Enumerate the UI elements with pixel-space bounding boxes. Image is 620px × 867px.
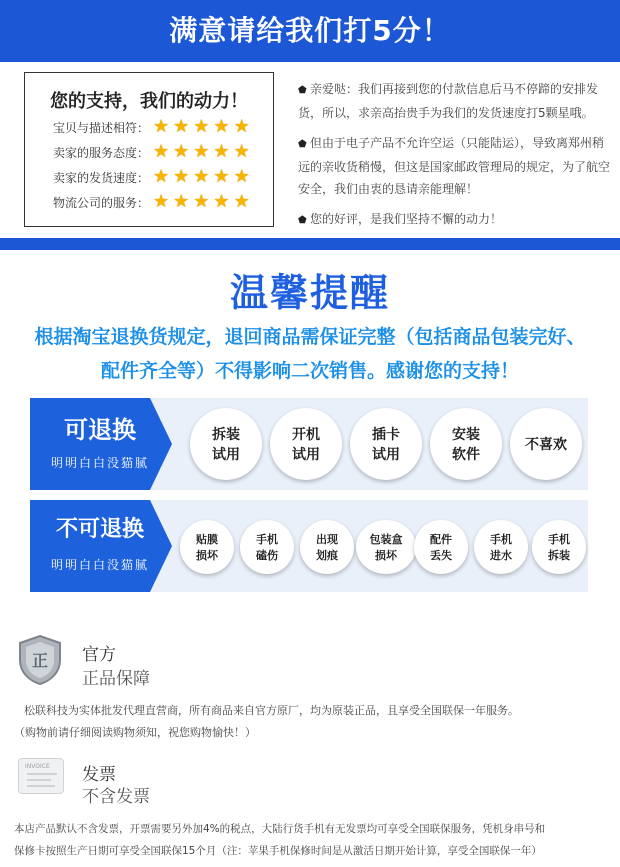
rating-title: 您的支持，我们的动力！: [50, 91, 248, 112]
star-icon[interactable]: ★: [173, 116, 190, 137]
star-icon[interactable]: ★: [233, 166, 250, 187]
shield-icon: [18, 634, 62, 686]
notes: [298, 78, 610, 240]
returnable-item: 拆装 试用: [190, 408, 262, 480]
star-icon[interactable]: ★: [233, 116, 250, 137]
star-icon[interactable]: ★: [193, 191, 210, 212]
note-text: 但由于电子产品不允许空运（只能陆运），导致离郑州稍远的亲收货稍慢，但这是国家邮政管理局的规定，为了航空安全，我们由衷的恳请亲能理解！: [298, 136, 611, 196]
star-icon[interactable]: ★: [193, 141, 210, 162]
returnable-item: 插卡 试用: [350, 408, 422, 480]
note-item: [298, 208, 610, 232]
rating-label: 宝贝与描述相符：: [53, 120, 150, 135]
star-icon[interactable]: ★: [153, 141, 170, 162]
rating-row: [53, 142, 250, 162]
star-icon[interactable]: ★: [213, 141, 230, 162]
star-icon[interactable]: ★: [173, 141, 190, 162]
returnable-heading: 可退换: [64, 416, 136, 444]
star-rating[interactable]: [153, 167, 250, 187]
bullet-icon: ⬟: [298, 215, 307, 226]
note-text: 您的好评，是我们坚持不懈的动力！: [310, 212, 503, 226]
invoice-text: 本店产品默认不含发票，开票需要另外加4%的税点，大陆行货手机有无发票均可享受全国联保服务，凭机身串号和: [14, 823, 546, 835]
invoice-title: 发票: [82, 765, 116, 785]
top-banner-title: 满意请给我们打5分！: [169, 14, 451, 47]
non-returnable-item: 配件 丢失: [414, 520, 468, 574]
warm-reminder-title: 温馨提醒: [229, 271, 390, 315]
warm-reminder-line: 配件齐全等）不得影响二次销售。感谢您的支持！: [100, 360, 519, 382]
returnable-panel: [30, 398, 588, 490]
bullet-icon: ⬟: [298, 139, 307, 150]
divider-band: [0, 238, 620, 250]
rating-row: [53, 117, 250, 137]
rating-row: [53, 167, 250, 187]
star-icon[interactable]: ★: [153, 116, 170, 137]
top-banner: [0, 0, 620, 62]
official-note: （购物前请仔细阅读购物须知，祝您购物愉快！）: [14, 726, 256, 739]
star-icon[interactable]: ★: [153, 191, 170, 212]
rating-label: 物流公司的服务：: [53, 195, 150, 210]
star-rating[interactable]: [153, 142, 250, 162]
rating-label: 卖家的发货速度：: [53, 170, 150, 185]
star-icon[interactable]: ★: [233, 191, 250, 212]
note-item: [298, 132, 610, 200]
non-returnable-header: [30, 500, 150, 592]
star-rating[interactable]: [153, 192, 250, 212]
note-item: [298, 78, 610, 124]
shield-icon-label: 正: [31, 651, 48, 670]
star-icon[interactable]: ★: [173, 191, 190, 212]
returnable-item: 开机 试用: [270, 408, 342, 480]
star-icon[interactable]: ★: [153, 166, 170, 187]
star-icon[interactable]: ★: [193, 116, 210, 137]
non-returnable-item: 出现 划痕: [300, 520, 354, 574]
rating-label: 卖家的服务态度：: [53, 145, 150, 160]
star-icon[interactable]: ★: [193, 166, 210, 187]
returnable-item: 不喜欢: [510, 408, 582, 480]
rating-row: [53, 192, 250, 212]
non-returnable-item: 手机 进水: [474, 520, 528, 574]
note-text: 亲爱哒：我们再接到您的付款信息后马不停蹄的安排发货，所以，求亲高抬贵手为我们的发货速度打5颗星哦。: [298, 82, 599, 120]
non-returnable-item: 贴膜 损坏: [180, 520, 234, 574]
non-returnable-panel: [30, 500, 588, 592]
star-rating[interactable]: [153, 117, 250, 137]
non-returnable-item: 手机 磕伤: [240, 520, 294, 574]
official-text: 松联科技为实体批发代理直营商，所有商品来自官方原厂，均为原装正品，且享受全国联保一年服务。: [24, 704, 519, 717]
non-returnable-item: 包装盒 损坏: [356, 520, 416, 574]
returnable-subtitle: 明明白白没猫腻: [50, 456, 149, 470]
star-icon[interactable]: ★: [233, 141, 250, 162]
invoice-icon-label: INVOICE: [25, 763, 50, 770]
non-returnable-item: 手机 拆装: [532, 520, 586, 574]
returnable-item: 安装 软件: [430, 408, 502, 480]
star-icon[interactable]: ★: [213, 166, 230, 187]
star-icon[interactable]: ★: [213, 116, 230, 137]
non-returnable-heading: 不可退换: [55, 517, 144, 542]
invoice-subtitle: 不含发票: [82, 787, 150, 807]
rating-box: [24, 72, 274, 227]
star-icon[interactable]: ★: [213, 191, 230, 212]
official-subtitle: 正品保障: [82, 669, 150, 689]
official-title: 官方: [82, 645, 116, 665]
bullet-icon: ⬟: [298, 85, 307, 96]
invoice-icon: [18, 758, 64, 794]
invoice-text: 保修卡按照生产日期可享受全国联保15个月（注：苹果手机保修时间是从激活日期开始计算，享受全国联保一年）: [14, 845, 542, 857]
warm-reminder-line: 根据淘宝退换货规定，退回商品需保证完整（包括商品包装完好、: [34, 326, 586, 348]
returnable-header: [30, 398, 150, 490]
star-icon[interactable]: ★: [173, 166, 190, 187]
non-returnable-subtitle: 明明白白没猫腻: [50, 558, 149, 572]
